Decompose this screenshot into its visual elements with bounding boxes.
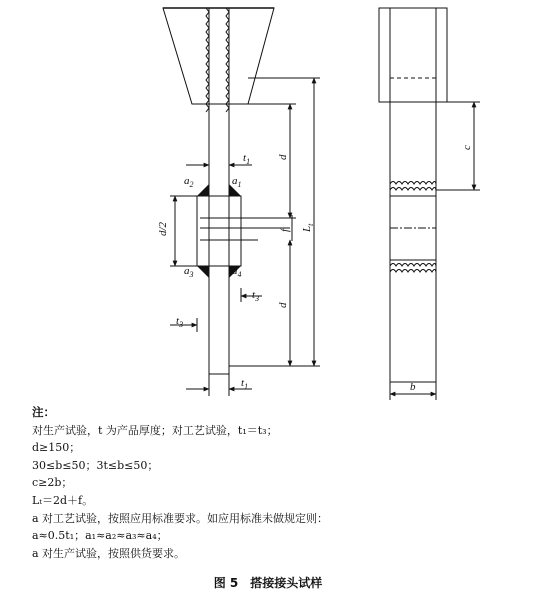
label-t3-left: $t_3$ bbox=[176, 315, 184, 329]
note-line: d≥150； bbox=[32, 441, 81, 455]
upper-plate bbox=[209, 8, 229, 266]
label-d-lower: d bbox=[277, 302, 289, 308]
label-Lt: $L_t$ bbox=[301, 223, 315, 232]
note-line: a 对生产试验，按照供货要求。 bbox=[32, 546, 186, 560]
weld-a2 bbox=[197, 184, 209, 196]
note-line: 对生产试验，t 为产品厚度；对工艺试验，t₁＝t₃； bbox=[32, 423, 278, 437]
side-weld-lower bbox=[390, 264, 436, 273]
label-f: f bbox=[279, 228, 291, 232]
note-line: a≈0.5t₁；a₁≈a₂≈a₃≈a₄； bbox=[32, 529, 168, 543]
label-t1-top: $t_1$ bbox=[243, 152, 251, 166]
note-line: c≥2b； bbox=[32, 476, 73, 490]
side-grip-dashed bbox=[390, 78, 436, 102]
note-line: 30≤b≤50；3t≤b≤50； bbox=[32, 458, 159, 472]
label-a4: $a_4$ bbox=[232, 265, 242, 279]
front-view bbox=[163, 8, 320, 396]
notes-heading: 注： bbox=[32, 405, 55, 419]
label-t3-right: $t_3$ bbox=[252, 289, 260, 303]
side-grip bbox=[379, 8, 447, 102]
label-d-half: d/2 bbox=[157, 221, 169, 236]
side-weld-upper bbox=[390, 182, 436, 191]
cover-plate-right bbox=[229, 196, 241, 266]
weld-a3 bbox=[197, 266, 209, 278]
label-a1: $a_1$ bbox=[232, 175, 242, 189]
label-d-upper: d bbox=[277, 154, 289, 160]
label-t1-bottom: $t_1$ bbox=[241, 377, 249, 391]
side-plate bbox=[390, 8, 436, 382]
cover-plate-left bbox=[197, 196, 209, 266]
notes-block bbox=[32, 404, 512, 562]
lower-plate bbox=[209, 196, 229, 374]
note-line: Lₜ＝2d＋f。 bbox=[32, 493, 94, 507]
label-b: b bbox=[410, 381, 416, 393]
figure-caption: 图 5 搭接接头试样 bbox=[213, 576, 323, 590]
label-a2: $a_2$ bbox=[184, 175, 194, 189]
note-line: a 对工艺试验，按照应用标准要求。如应用标准未做规定则： bbox=[32, 511, 329, 525]
grip-wedge bbox=[163, 8, 274, 104]
side-view bbox=[379, 8, 480, 400]
label-c: c bbox=[461, 145, 473, 150]
label-a3: $a_3$ bbox=[184, 265, 194, 279]
